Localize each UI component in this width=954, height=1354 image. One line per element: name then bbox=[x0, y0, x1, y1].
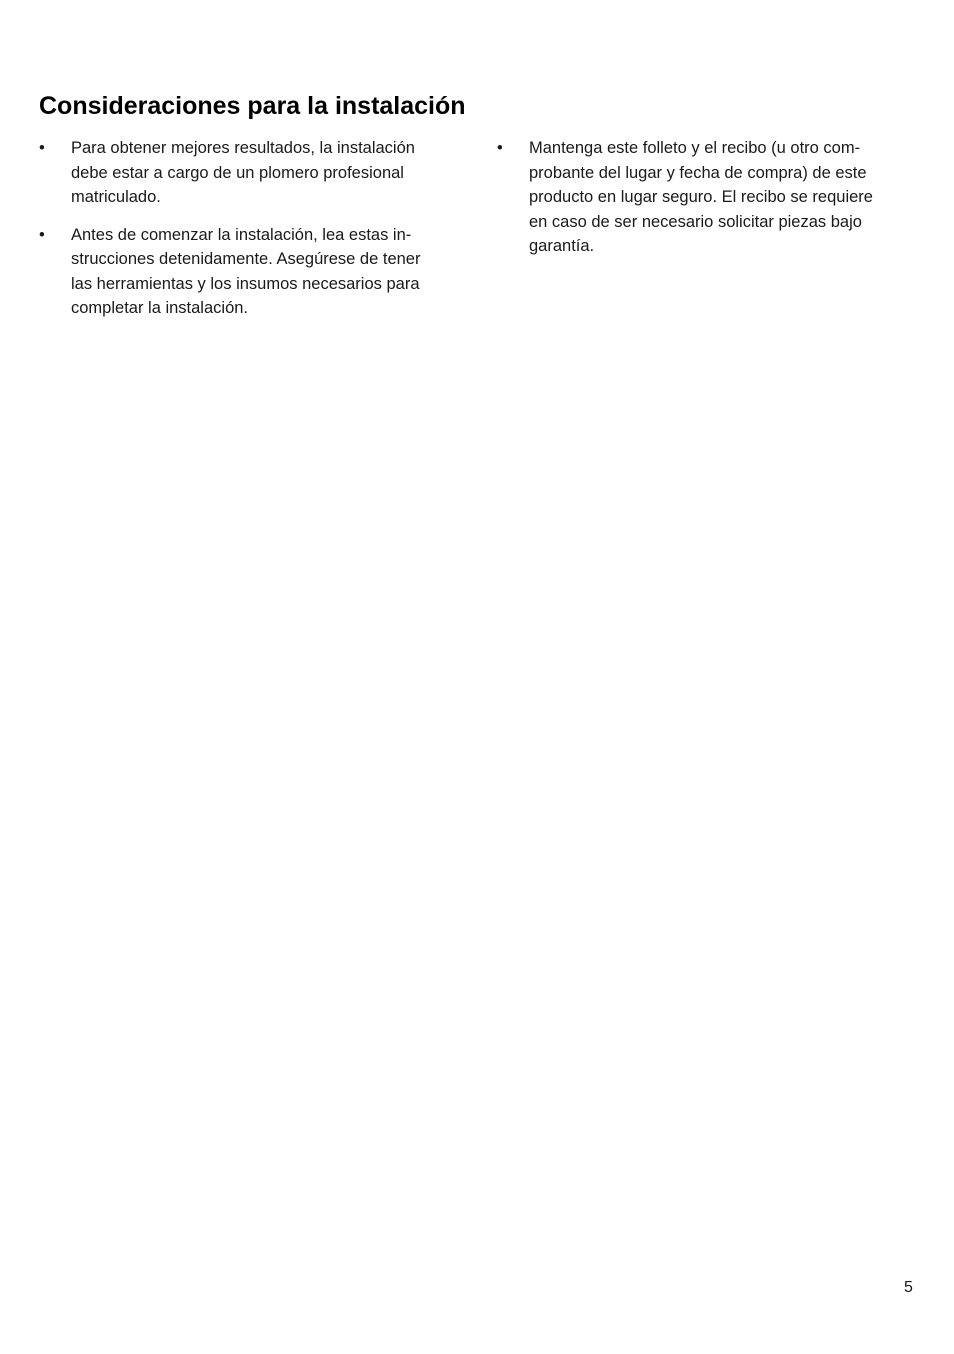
list-item-line: Mantenga este folleto y el recibo (u otro com- bbox=[529, 139, 861, 157]
list-item bbox=[39, 136, 459, 210]
bullet-icon: • bbox=[39, 225, 45, 244]
list-item-line: garantía. bbox=[529, 237, 595, 255]
list-item-line: Para obtener mejores resultados, la instalación bbox=[71, 139, 415, 157]
left-column bbox=[39, 136, 459, 334]
right-column bbox=[497, 136, 917, 272]
list-item bbox=[39, 223, 459, 321]
list-item-line: completar la instalación. bbox=[71, 299, 249, 317]
list-item-line: probante del lugar y fecha de compra) de este bbox=[529, 163, 867, 182]
list-item-line: debe estar a cargo de un plomero profesional bbox=[71, 163, 404, 182]
list-item-line: Antes de comenzar la instalación, lea estas in- bbox=[71, 225, 412, 244]
list-item-line: en caso de ser necesario solicitar piezas bajo bbox=[529, 212, 862, 231]
bullet-icon: • bbox=[497, 139, 503, 157]
page-title: Consideraciones para la instalación bbox=[39, 92, 466, 120]
list-item-line: matriculado. bbox=[71, 188, 161, 206]
page-number: 5 bbox=[904, 1279, 913, 1296]
list-item-line: las herramientas y los insumos necesarios para bbox=[71, 274, 420, 293]
list-item-line: producto en lugar seguro. El recibo se requiere bbox=[529, 188, 873, 206]
list-item bbox=[497, 136, 917, 259]
list-item-line: strucciones detenidamente. Asegúrese de tener bbox=[71, 250, 421, 268]
bullet-icon: • bbox=[39, 139, 45, 157]
